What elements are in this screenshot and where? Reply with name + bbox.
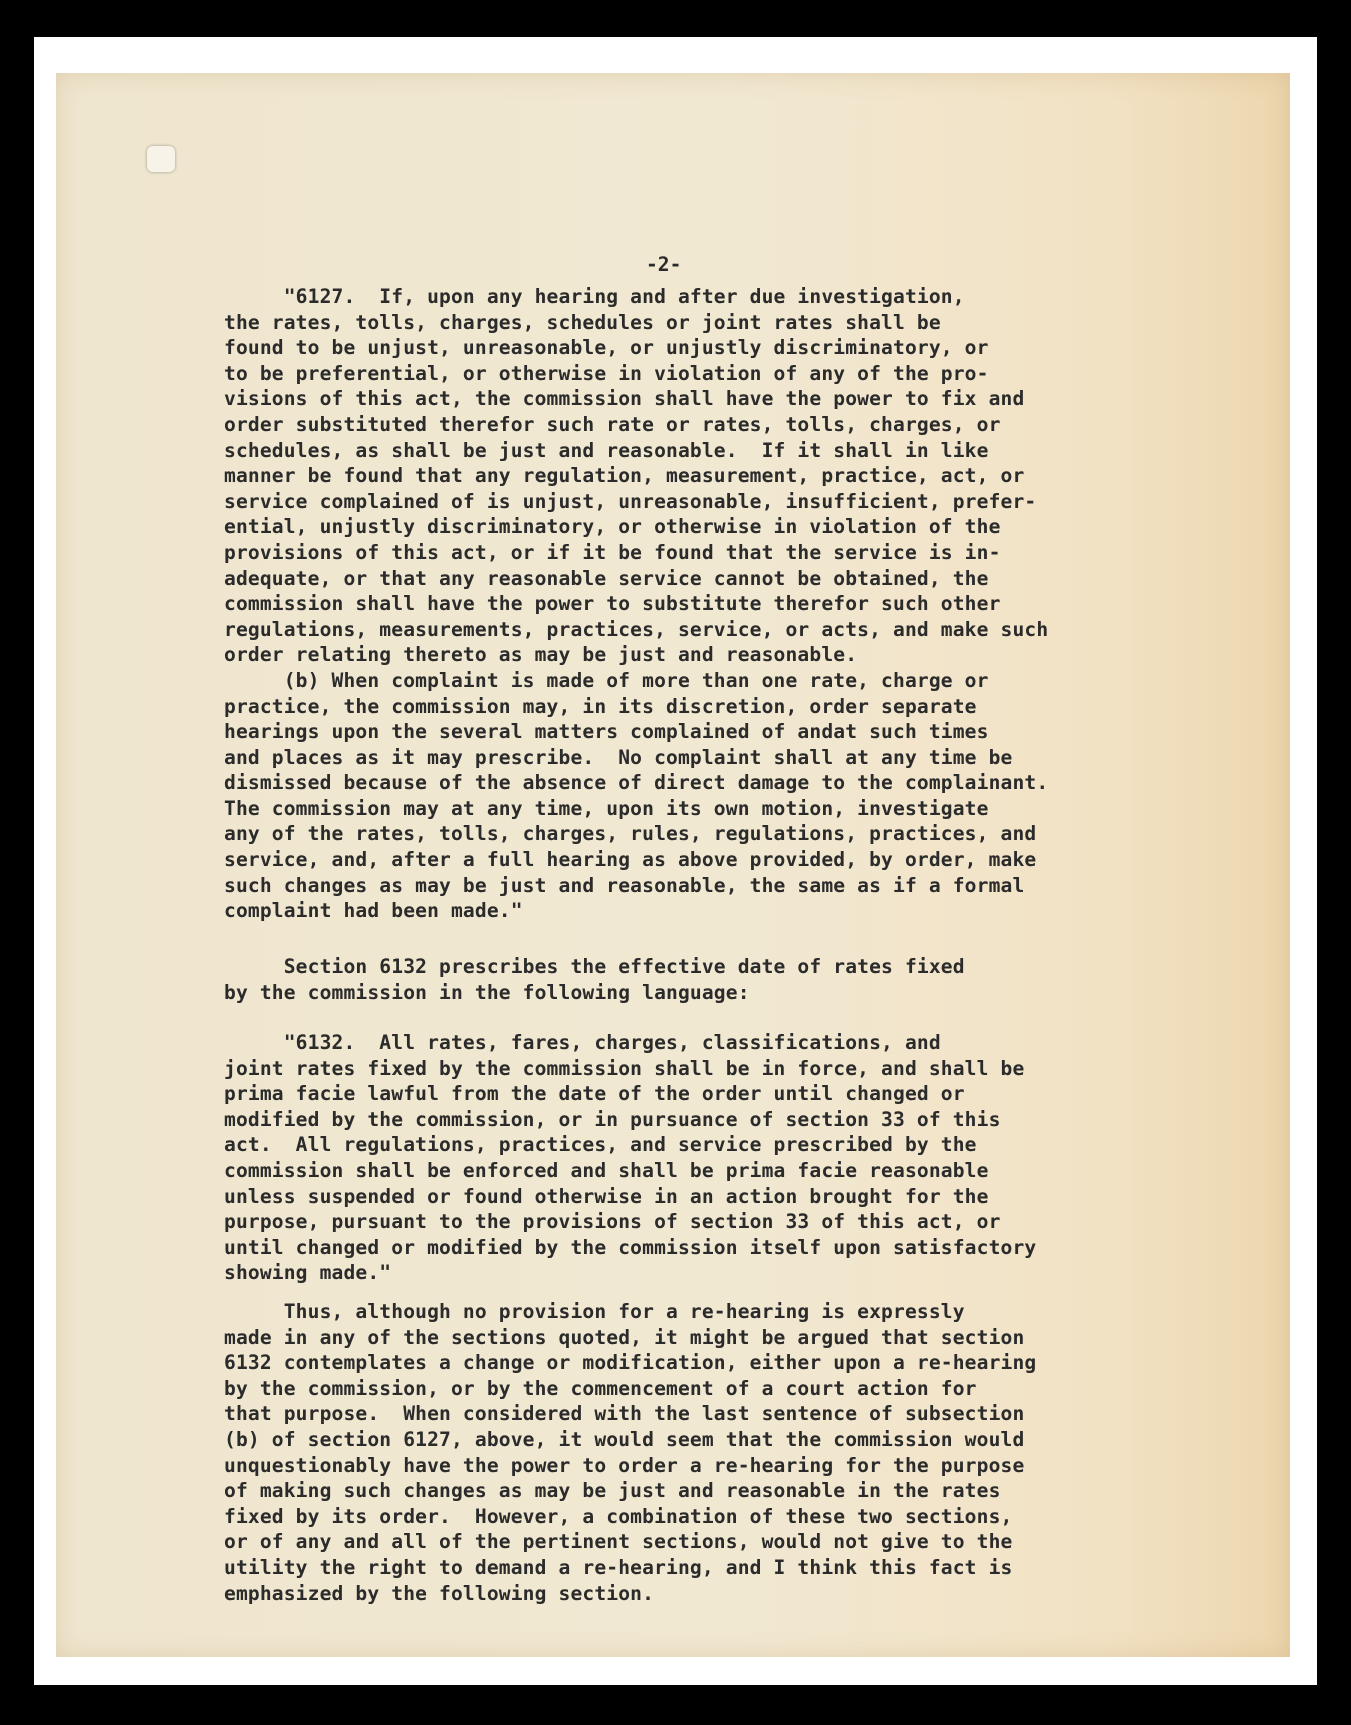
analysis-paragraph: Thus, although no provision for a re-hearing is expressly made in any of the sections quoted, it might be argued that section 6132 contemplates a change or modification, either upon a re-hearing by the commission, or by the commencement of a court action for that purpose. When considered with the last sentence of subsection (b) of section 6127, above, it would seem that the commission would unquestionably have the power to order a re-hearing for the purpose of making such changes as may be just and reasonable in the rates fixed by its order. However, a combination of these two sections, or of any and all of the pertinent sections, would not give to the utility the right to demand a re-hearing, and I think this fact is emphasized by the following section.	[224, 1300, 1037, 1605]
page-number: -2-	[646, 253, 682, 276]
document-body	[224, 37, 1164, 1605]
statute-6127-paragraph: "6127. If, upon any hearing and after due investigation, the rates, tolls, charges, schedules or joint rates shall be found to be unjust, unreasonable, or unjustly discriminatory, or to be preferential, or otherwise in violation of any of the pro- visions of this act, the commission shall have the power to fix and order substituted therefor such rate or rates, tolls, charges, or schedules, as shall be just and reasonable. If it shall in like manner be found that any regulation, measurement, practice, act, or service complained of is unjust, unreasonable, insufficient, prefer- ential, unjustly discriminatory, or otherwise in violation of the provisions of this act, or if it be found that the service is in- adequate, or that any reasonable service cannot be obtained, the commission shall have the power to substitute therefor such other regulations, measurements, practices, service, or acts, and make such order relating thereto as may be just and reasonable. (b) When complaint is made of more than one rate, charge or practice, the commission may, in its discretion, order separate hearings upon the several matters complained of andat such times and places as it may prescribe. No complaint shall at any time be dismissed because of the absence of direct damage to the complainant. The commission may at any time, upon its own motion, investigate any of the rates, tolls, charges, rules, regulations, practices, and service, and, after a full hearing as above provided, by order, make such changes as may be just and reasonable, the same as if a formal complaint had been made."	[224, 285, 1049, 923]
tape-mark	[147, 146, 175, 172]
statute-6132-paragraph: "6132. All rates, fares, charges, classifications, and joint rates fixed by the commission shall be in force, and shall be prima facie lawful from the date of the order until changed or modified by the commission, or in pursuance of section 33 of this act. All regulations, practices, and service prescribed by the commission shall be enforced and shall be prima facie reasonable unless suspended or found otherwise in an action brought for the purpose, pursuant to the provisions of section 33 of this act, or until changed or modified by the commission itself upon satisfactory showing made."	[224, 1031, 1037, 1285]
section-6132-intro: Section 6132 prescribes the effective date of rates fixed by the commission in the following language:	[224, 955, 965, 1004]
scanned-page	[34, 37, 1317, 1685]
